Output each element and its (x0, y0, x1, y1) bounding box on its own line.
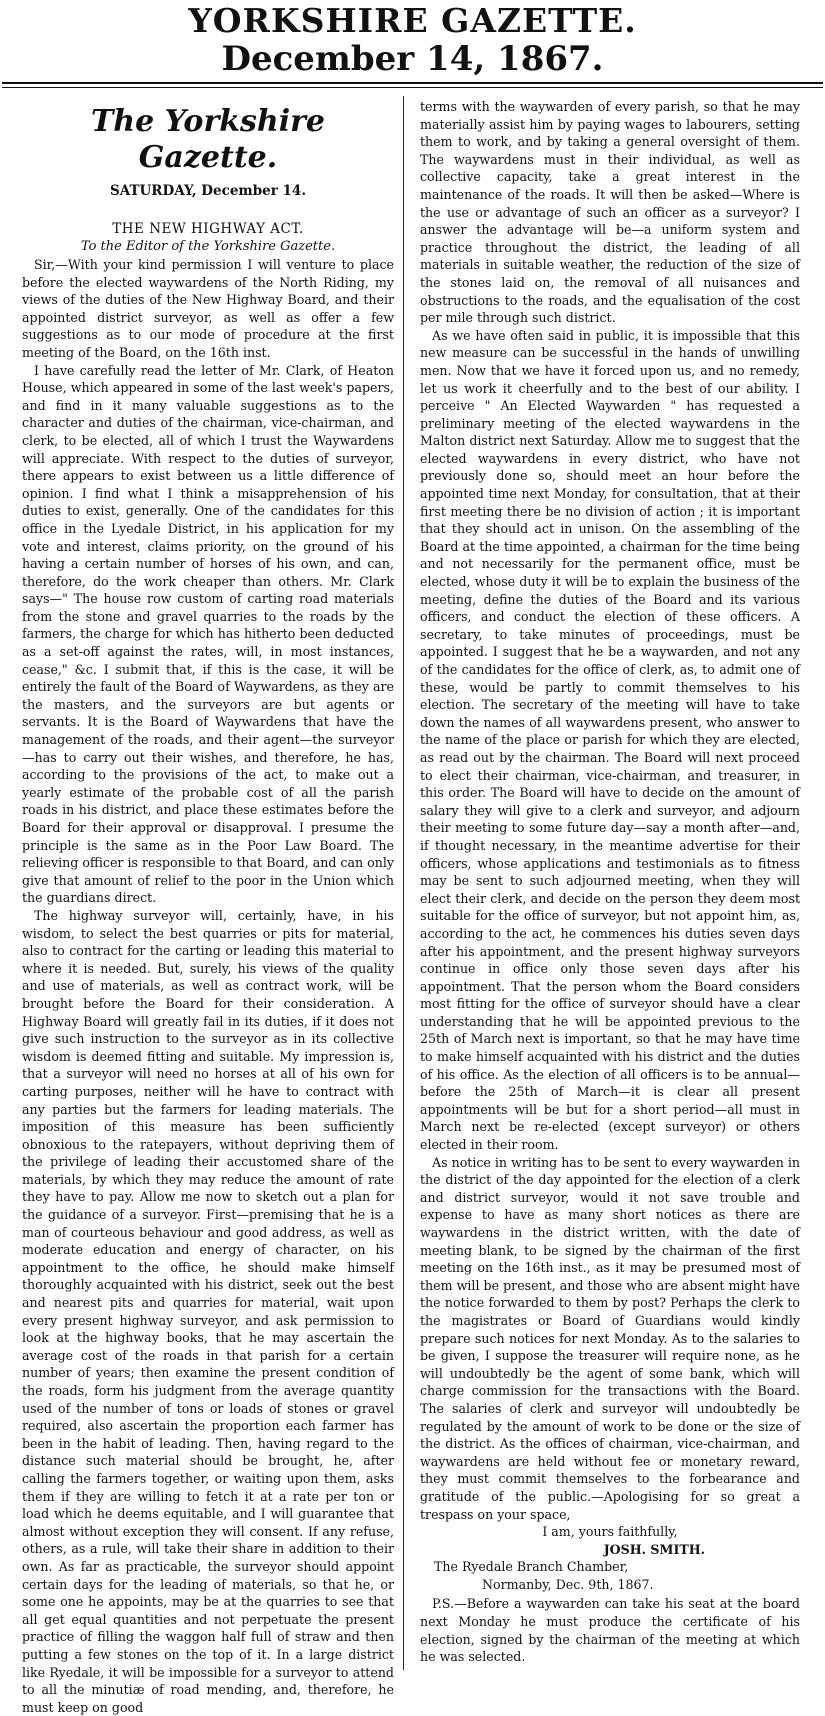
postscript: P.S.—Before a waywarden can take his seat at the board next Monday he must produce the certificate of his election, signed by the chairman of the meeting at which he was selected. (420, 1596, 800, 1665)
address-line-2: Normanby, Dec. 9th, 1867. (482, 1576, 654, 1592)
left-column (22, 96, 394, 1715)
masthead-rule (2, 82, 823, 84)
masthead-rule-thin (2, 87, 823, 88)
signoff: I am, yours faithfully, (542, 1524, 678, 1540)
signature: JOSH. SMITH. (603, 1541, 705, 1557)
column-divider (403, 96, 404, 1670)
masthead-date: December 14, 1867. (221, 39, 604, 79)
article-heading: THE NEW HIGHWAY ACT. (112, 221, 304, 237)
masthead-title: YORKSHIRE GAZETTE. (188, 1, 637, 40)
right-paragraph-1: terms with the waywarden of every parish, so that he may materially assist him by paying wages to labourers, setting them to work, and by taking a general oversight of them. The waywardens must in their individual, as well as collective capacity, take a great interest in the maintenance of the roads. It will then be asked—Where is the use or advantage of such an officer as a surveyor? I answer the advantage will be—a uniform system and practice throughout the district, the leading of all materials in suitable weather, the reduction of the size of the stones laid on, the removal of all nuisances and obstructions to the roads, and the equalisation of the cost per mile through such district. (420, 99, 800, 326)
left-paragraph-2: I have carefully read the letter of Mr. Clark, of Heaton House, which appeared in some of the last week's papers, and find in it many valuable suggestions as to the character and duties of the chairman, vice-chairman, and clerk, to be elected, all of which I trust the Waywardens will appreciate. With respect to the duties of surveyor, there appears to exist between us a little difference of opinion. I find what I think a misapprehension of his duties to exist, generally. One of the candidates for this office in the Lyedale District, in his application for my vote and interest, claims priority, on the ground of his having a certain number of horses of his own, and can, therefore, do the work cheaper than others. Mr. Clark says—" The house row custom of carting road materials from the stone and gravel quarries to the roads by the farmers, the charge for which has hitherto been deducted as a set-off against the rates, will, in most instances, cease," &c. I submit that, if this is the case, it will be entirely the fault of the Board of Waywardens, as they are the masters, and the surveyors are but agents or servants. It is the Board of Waywardens that have the management of the roads, and their agent—the surveyor—has to carry out their wishes, and therefore, he has, according to the provisions of the act, to make out a yearly estimate of the probable cost of all the parish roads in his district, and place these estimates before the Board for their approval or disapproval. I presume the principle is the same as in the Poor Law Board. The relieving officer is responsible to that Board, and can only give that amount of relief to the poor in the Union which the guardians direct. (22, 362, 394, 906)
right-paragraph-3: As notice in writing has to be sent to every waywarden in the district of the day appointed for the election of a clerk and district surveyor, would it not save trouble and expense to have as many short notices as there are waywardens in the district written, with the date of meeting blank, to be signed by the chairman of the first meeting on the 16th inst., as it may be presumed most of them will be present, and those who are absent might have the notice forwarded to them by post? Perhaps the clerk to the magistrates or Board of Guardians would kindly prepare such notices for next Monday. As to the salaries to be given, I suppose the treasurer will require none, as he will undoubtedly be the agent of some bank, which will charge commission for the transactions with the Board. The salaries of clerk and surveyor will undoubtedly be regulated by the amount of work to be done or the size of the district. As the offices of chairman, vice-chairman, and waywardens are held without fee or monetary reward, they must commit themselves to the forbearance and gratitude of the public.—Apologising for so great a trespass on your space, (420, 1154, 800, 1522)
right-paragraph-2: As we have often said in public, it is impossible that this new measure can be successful in the hands of unwilling men. Now that we have it forced upon us, and no remedy, let us work it cheerfully and to the best of our ability. I perceive " An Elected Waywarden " has requested a preliminary meeting of the elected waywardens in the Malton district next Saturday. Allow me to suggest that the elected waywardens in every district, who have not previously done so, should meet an hour before the appointed time next Monday, for consultation, that at their first meeting there be no division of action ; it is important that they should act in unison. On the assembling of the Board at the time appointed, a chairman for the time being and not necessarily for the permanent office, must be elected, whose duty it will be to explain the business of the meeting, define the duties of the Board and its various officers, and conduct the election of these officers. A secretary, to take minutes of proceedings, must be appointed. I suggest that he be a waywarden, and not any of the candidates for the office of clerk, as, to admit one of these, would be partly to commit themselves to his election. The secretary of the meeting will have to take down the names of all waywardens present, who answer to the name of the place or parish for which they are elected, as read out by the chairman. The Board will next proceed to elect their chairman, vice-chairman, and treasurer, in this order. The Board will have to decide on the amount of salary they will give to a clerk and surveyor, and adjourn their meeting to some future day—say a month after—and, if thought necessary, in the meantime advertise for their officers, whose applications and testimonials as to fitness may be sent to such adjourned meeting, when they will elect their clerk, and decide on the person they deem most suitable for the office of surveyor, but not appoint him, as, according to the act, he commences his duties seven days after his appointment, and the present highway surveyors continue in office only those seven days after his appointment. That the person whom the Board considers most fitting for the office of surveyor should have a clear understanding that he will be appointed previous to the 25th of March next is important, so that he may have time to make himself acquainted with his district and the duties of his office. As the election of all officers is to be annual—before the 25th of March—it is clear all present appointments will be but for a short period—all must in March next be re-elected (except surveyor) or others elected in their room. (420, 327, 800, 1153)
paper-name: The Yorkshire Gazette. (90, 104, 326, 175)
left-paragraph-3: The highway surveyor will, certainly, have, in his wisdom, to select the best quarries or pits for material, also to contract for the carting or leading this material to where it is needed. But, surely, his views of the quality and use of materials, as well as contract work, will be brought before the Board for their consideration. A Highway Board will greatly fail in its duties, if it does not give such instruction to the surveyor as in its collective wisdom is deemed fitting and suitable. My impression is, that a surveyor will need no horses at all of his own for carting purposes, neither will he have to contract with any parties but the farmers for leading materials. The imposition of this measure has been sufficiently obnoxious to the ratepayers, without depriving them of the privilege of leading their accustomed share of the materials, by which they may reduce the amount of rate they have to pay. Allow me now to sketch out a plan for the guidance of a surveyor. First—premising that he is a man of courteous behaviour and good address, as well as moderate education and energy of character, on his appointment to the office, he should make himself thoroughly acquainted with his district, seek out the best and nearest pits and quarries for material, wait upon every present highway surveyor, and ask permission to look at the highway books, that he may ascertain the average cost of the roads in that parish for a certain number of years; then examine the present condition of the roads, form his judgment from the average quantity used of the number of tons or loads of stones or gravel required, also ascertain the proportion each farmer has been in the habit of leading. Then, having regard to the distance such material should be brought, he, after calling the farmers together, or waiting upon them, asks them if they are willing to fetch it at a rate per ton or load which he deems equitable, and I will guarantee that almost without exception they will consent. If any refuse, others, as a rule, will take their share in addition to their own. As far as practicable, the surveyor should appoint certain days for the leading of materials, so that he, or some one he appoints, may be at the quarries to see that all get equal quantities and not perpetuate the present practice of filling the waggon half full of straw and then putting a few stones on the top of it. In a large district like Ryedale, it will be impossible for a surveyor to attend to all the minutiæ of road mending, and, therefore, he must keep on good (22, 907, 394, 1715)
left-paragraph-1: Sir,—With your kind permission I will venture to place before the elected waywardens of the North Riding, my views of the duties of the New Highway Board, and their appointed district surveyor, as well as offer a few suggestions as to our mode of procedure at the first meeting of the Board, on the 16th inst. (22, 257, 394, 360)
right-column (420, 98, 800, 1670)
article-subheading: To the Editor of the Yorkshire Gazette. (80, 239, 336, 254)
address-line-1: The Ryedale Branch Chamber, (434, 1559, 629, 1575)
masthead (0, 0, 825, 82)
issue-date: SATURDAY, December 14. (109, 183, 307, 199)
